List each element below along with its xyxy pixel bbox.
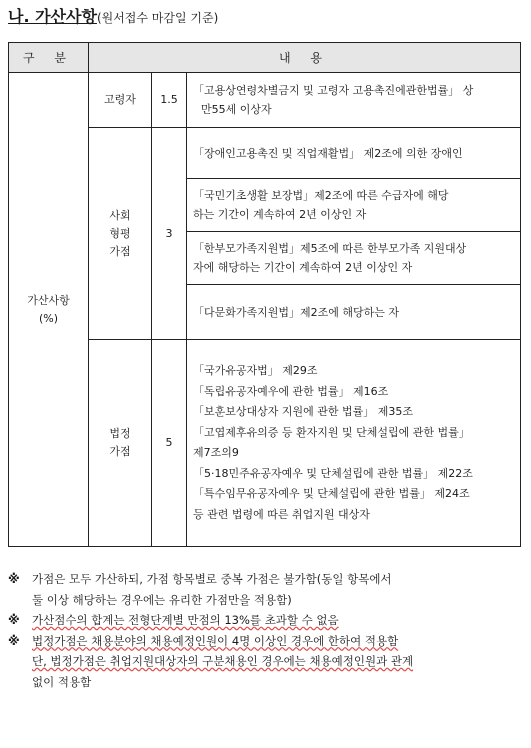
table-header-row: [9, 43, 521, 73]
social-item-4: [187, 285, 521, 340]
note-line: 없이 적용함: [32, 674, 92, 689]
content-line: 「특수임무유공자예우 및 단체설립에 관한 법률」 제24조: [193, 487, 470, 500]
header-content: 내 용: [89, 43, 521, 73]
elderly-points: 1.5: [152, 73, 187, 128]
social-item-3: [187, 232, 521, 285]
note-1: [8, 569, 523, 610]
content-line: 「독립유공자예우에 관한 법률」 제16조: [193, 384, 389, 398]
reference-mark-icon: ※: [8, 613, 20, 627]
content-line: 「국민기초생활 보장법」제2조에 따른 수급자에 해당: [193, 189, 449, 202]
content-line: 「고용상연령차별금지 및 고령자 고용촉진에관한법률」 상: [193, 84, 474, 97]
social-points: 3: [152, 128, 187, 340]
statutory-label-cell: [89, 340, 152, 547]
section-title: [8, 4, 218, 27]
social-label-cell: [89, 128, 152, 340]
reference-mark-icon: ※: [8, 572, 20, 586]
statutory-content: [187, 340, 521, 547]
note-line: 법정가점은 채용분야의 채용예정인원이 4명 이상인 경우에 한하여 적용함: [32, 633, 399, 648]
note-line: 둘 이상 해당하는 경우에는 유리한 가점만을 적용함): [32, 592, 292, 607]
content-line: 「다문화가족지원법」제2조에 해당하는 자: [193, 305, 400, 319]
notes: [8, 569, 523, 692]
content-line: 「한부모가족지원법」제5조에 따른 한부모가족 지원대상: [193, 242, 467, 255]
group-label: 가산사항: [27, 293, 70, 307]
content-line: 자에 해당하는 기간이 계속하여 2년 이상인 자: [193, 261, 413, 274]
table-row: [9, 73, 521, 128]
social-label-line: 가점: [109, 244, 131, 258]
content-line: 하는 기간이 계속하여 2년 이상인 자: [193, 208, 367, 221]
section-title-sub: (원서접수 마감일 기준): [96, 11, 219, 25]
group-label-cell: [9, 73, 89, 547]
content-line: 「국가유공자법」 제29조: [193, 364, 318, 377]
content-line: 「고엽제후유의증 등 환자지원 및 단체설립에 관한 법률」: [193, 425, 470, 439]
statutory-points: 5: [152, 340, 187, 547]
note-2: [8, 610, 523, 631]
social-item-2: [187, 179, 521, 232]
elderly-content: [187, 73, 521, 128]
social-item-1: [187, 128, 521, 179]
section-title-main: 나. 가산사항: [8, 7, 97, 26]
content-line: 「장애인고용촉진 및 직업재활법」 제2조에 의한 장애인: [193, 146, 463, 160]
content-line: 만55세 이상자: [201, 103, 272, 116]
note-line: 가점은 모두 가산하되, 가점 항목별로 중복 가점은 불가함(동일 항목에서: [32, 572, 392, 586]
social-label-line: 형평: [109, 226, 131, 240]
elderly-label: 고령자: [89, 73, 152, 128]
content-line: 「5·18민주유공자예우 및 단체설립에 관한 법률」 제22조: [193, 466, 473, 480]
note-3: [8, 631, 523, 693]
statutory-label-line: 가점: [109, 445, 131, 458]
group-unit: (%): [38, 311, 59, 325]
social-label-line: 사회: [109, 208, 131, 222]
bonus-points-table: [8, 42, 521, 547]
note-line: 단, 법정가점은 취업지원대상자의 구분채용인 경우에는 채용예정인원과 관계: [32, 654, 414, 668]
content-line: 등 관련 법령에 따른 취업지원 대상자: [193, 507, 370, 521]
content-line: 제7조의9: [193, 446, 239, 459]
header-category: 구 분: [9, 43, 89, 73]
statutory-label-line: 법정: [109, 427, 131, 440]
content-line: 「보훈보상대상자 지원에 관한 법률」 제35조: [193, 405, 413, 418]
note-line: 가산점수의 합계는 전형단계별 만점의 13%를 초과할 수 없음: [32, 613, 339, 627]
reference-mark-icon: ※: [8, 633, 20, 648]
